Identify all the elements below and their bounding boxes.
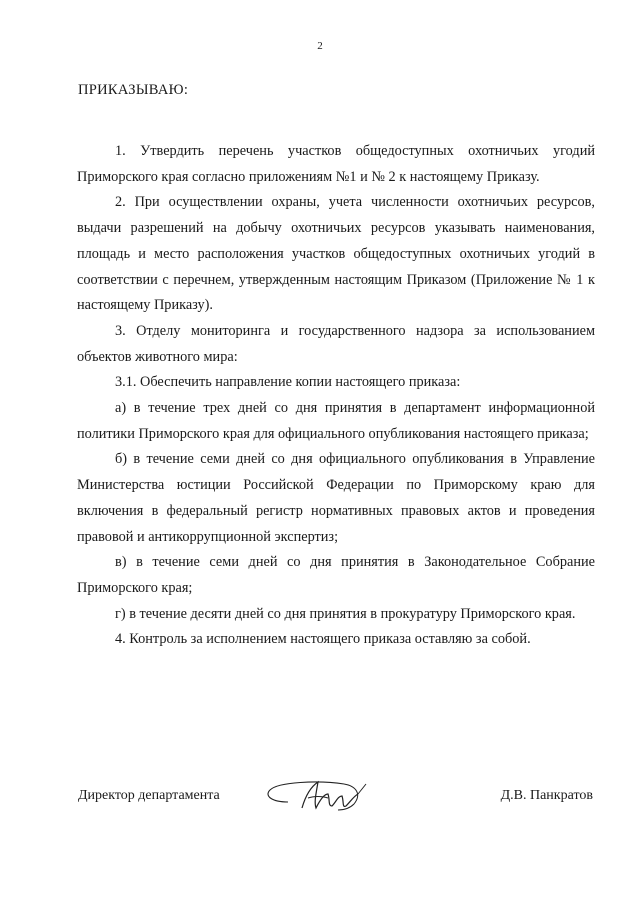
paragraph-3-1-v: в) в течение семи дней со дня принятия в Законодательное Собрание Приморского края;: [77, 554, 595, 596]
signature-block: [78, 772, 593, 812]
paragraph-3-1-g: г) в течение десяти дней со дня принятия в прокуратуру Приморского края.: [115, 605, 576, 622]
order-body: [77, 139, 595, 653]
paragraph-3: 3. Отделу мониторинга и государственного надзора за использованием объектов животного мира:: [77, 322, 595, 365]
paragraph-4: 4. Контроль за исполнением настоящего приказа оставляю за собой.: [115, 631, 531, 648]
paragraph-2: 2. При осуществлении охраны, учета численности охотничьих ресурсов, выдачи разрешений на добычу охотничьих ресурсов указывать наименования, площадь и место расположения участков общедоступных охотничьих угодий в соответствии с перечнем, утвержденным настоящим Приказом (Приложение № 1 к настоящему Приказу).: [77, 194, 595, 314]
paragraph-3-1-a: а) в течение трех дней со дня принятия в департамент информационной политики Приморского края для официального опубликования настоящего приказа;: [77, 400, 595, 442]
paragraph-3-1: 3.1. Обеспечить направление копии настоящего приказа:: [115, 374, 461, 391]
paragraph-1: 1. Утвердить перечень участков общедоступных охотничьих угодий Приморского края согласно приложениям №1 и № 2 к настоящему Приказу.: [77, 143, 595, 185]
page-number: 2: [317, 40, 323, 52]
order-heading: ПРИКАЗЫВАЮ:: [78, 82, 189, 98]
signatory-title: Директор департамента: [78, 788, 220, 803]
paragraph-3-1-b: б) в течение семи дней со дня официального опубликования в Управление Министерства юстиции Российской Федерации по Приморскому краю для включения в федеральный регистр нормативных правовых актов и проведения правовой и антикоррупционной экспертиз;: [77, 451, 595, 545]
signatory-name: Д.В. Панкратов: [500, 788, 593, 803]
handwritten-signature: [258, 772, 378, 818]
